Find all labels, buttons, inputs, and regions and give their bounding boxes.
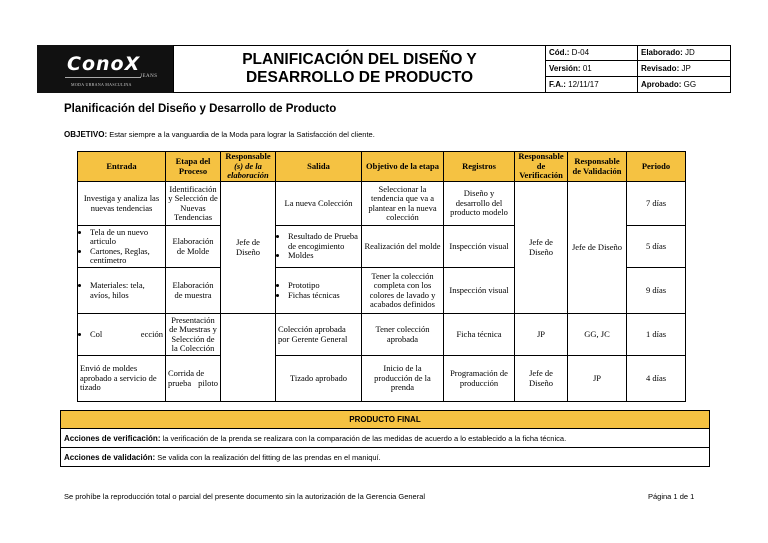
logo-tagline: MODA URBANA MASCULINA <box>71 82 132 87</box>
company-logo <box>37 45 174 93</box>
table-header-row <box>78 152 686 182</box>
logo-swoosh-icon <box>65 77 141 78</box>
cell-resp-elaboracion: Jefe de Diseño <box>221 182 276 314</box>
table-row <box>78 314 686 356</box>
cell-entrada: • Materiales: tela, avíos, hilos <box>78 268 166 314</box>
cell-resp-verificacion: JP <box>515 314 568 356</box>
cell-resp-validacion: JP <box>568 356 627 402</box>
cell-registros: Inspección visual <box>444 268 515 314</box>
table-row <box>78 356 686 402</box>
cell-etapa: Elaboración de muestra <box>166 268 221 314</box>
cell-resp-validacion: GG, JC <box>568 314 627 356</box>
footer-disclaimer: Se prohíbe la reproducción total o parcial del presente documento sin la autorización de la Gerencia General <box>64 492 426 501</box>
cell-salida: Tizado aprobado <box>276 356 362 402</box>
cell-resp-verificacion: Jefe de Diseño <box>515 356 568 402</box>
acciones-validacion: Acciones de validación: Se valida con la realización del fitting de las prendas en el maniquí. <box>61 448 710 467</box>
page-number: Página 1 de 1 <box>648 492 695 501</box>
cell-periodo: 1 días <box>627 314 686 356</box>
cell-entrada: • Col ección <box>78 314 166 356</box>
meta-elaborado: Elaborado: JD <box>638 45 731 61</box>
cell-periodo: 7 días <box>627 182 686 226</box>
cell-entrada: Envió de moldes aprobado a servicio de tizado <box>78 356 166 402</box>
meta-revisado: Revisado: JP <box>638 61 731 77</box>
meta-codigo: Cód.: D-04 <box>546 45 638 61</box>
cell-objetivo: Realización del molde <box>362 226 444 268</box>
cell-periodo: 9 días <box>627 268 686 314</box>
cell-registros: Inspección visual <box>444 226 515 268</box>
cell-periodo: 5 días <box>627 226 686 268</box>
cell-objetivo: Inicio de la producción de la prenda <box>362 356 444 402</box>
document-title: PLANIFICACIÓN DEL DISEÑO Y DESARROLLO DE PRODUCTO <box>174 45 546 93</box>
cell-registros: Programación de producción <box>444 356 515 402</box>
cell-salida: Colección aprobada por Gerente General <box>276 314 362 356</box>
cell-etapa: Corrida de prueba piloto <box>166 356 221 402</box>
col-entrada: Entrada <box>78 152 166 182</box>
cell-salida: • Resultado de Prueba de encogimiento • Moldes <box>276 226 362 268</box>
cell-entrada: • Tela de un nuevo articulo • Cartones, Reglas, centímetro <box>78 226 166 268</box>
cell-objetivo: Tener colección aprobada <box>362 314 444 356</box>
logo-text: ConoX <box>67 53 141 75</box>
section-title: Planificación del Diseño y Desarrollo de Producto <box>64 103 337 115</box>
col-resp-validacion: Responsable de Validación <box>568 152 627 182</box>
cell-etapa: Elaboración de Molde <box>166 226 221 268</box>
meta-version: Versión: 01 <box>546 61 638 77</box>
col-objetivo: Objetivo de la etapa <box>362 152 444 182</box>
objective-line: OBJETIVO: Estar siempre a la vanguardia de la Moda para lograr la Satisfacción del cliente. <box>64 130 375 139</box>
producto-final-table <box>60 410 710 467</box>
col-resp-verificacion: Responsable de Verificación <box>515 152 568 182</box>
col-periodo: Periodo <box>627 152 686 182</box>
meta-aprobado: Aprobado: GG <box>641 80 697 89</box>
logo-sub: JEANS <box>140 74 158 79</box>
cell-resp-verificacion: Jefe de Diseño <box>515 182 568 314</box>
cell-resp-elaboracion-empty <box>221 314 276 402</box>
meta-fecha: F.A.: 12/11/17 <box>546 77 638 93</box>
planning-table <box>77 151 686 402</box>
col-etapa: Etapa del Proceso <box>166 152 221 182</box>
cell-registros: Diseño y desarrollo del producto modelo <box>444 182 515 226</box>
acciones-verificacion: Acciones de verificación: la verificación de la prenda se realizara con la comparación de las medidas de acuerdo a lo establecido a la ficha técnica. <box>61 429 710 448</box>
cell-objetivo: Tener la colección completa con los colores de lavado y acabados definidos <box>362 268 444 314</box>
cell-objetivo: Seleccionar la tendencia que va a plantear en la nueva colección <box>362 182 444 226</box>
cell-resp-validacion: Jefe de Diseño <box>568 182 627 314</box>
col-resp-elaboracion: Responsable (s) de la elaboración <box>221 152 276 182</box>
producto-final-title: PRODUCTO FINAL <box>61 411 710 429</box>
cell-salida: La nueva Colección <box>276 182 362 226</box>
table-row <box>78 182 686 226</box>
cell-etapa: Presentación de Muestras y Selección de la Colección <box>166 314 221 356</box>
col-salida: Salida <box>276 152 362 182</box>
cell-etapa: Identificación y Selección de Nuevas Tendencias <box>166 182 221 226</box>
col-registros: Registros <box>444 152 515 182</box>
cell-salida: • Prototipo • Fichas técnicas <box>276 268 362 314</box>
cell-periodo: 4 días <box>627 356 686 402</box>
cell-entrada: Investiga y analiza las nuevas tendencias <box>78 182 166 226</box>
cell-registros: Ficha técnica <box>444 314 515 356</box>
